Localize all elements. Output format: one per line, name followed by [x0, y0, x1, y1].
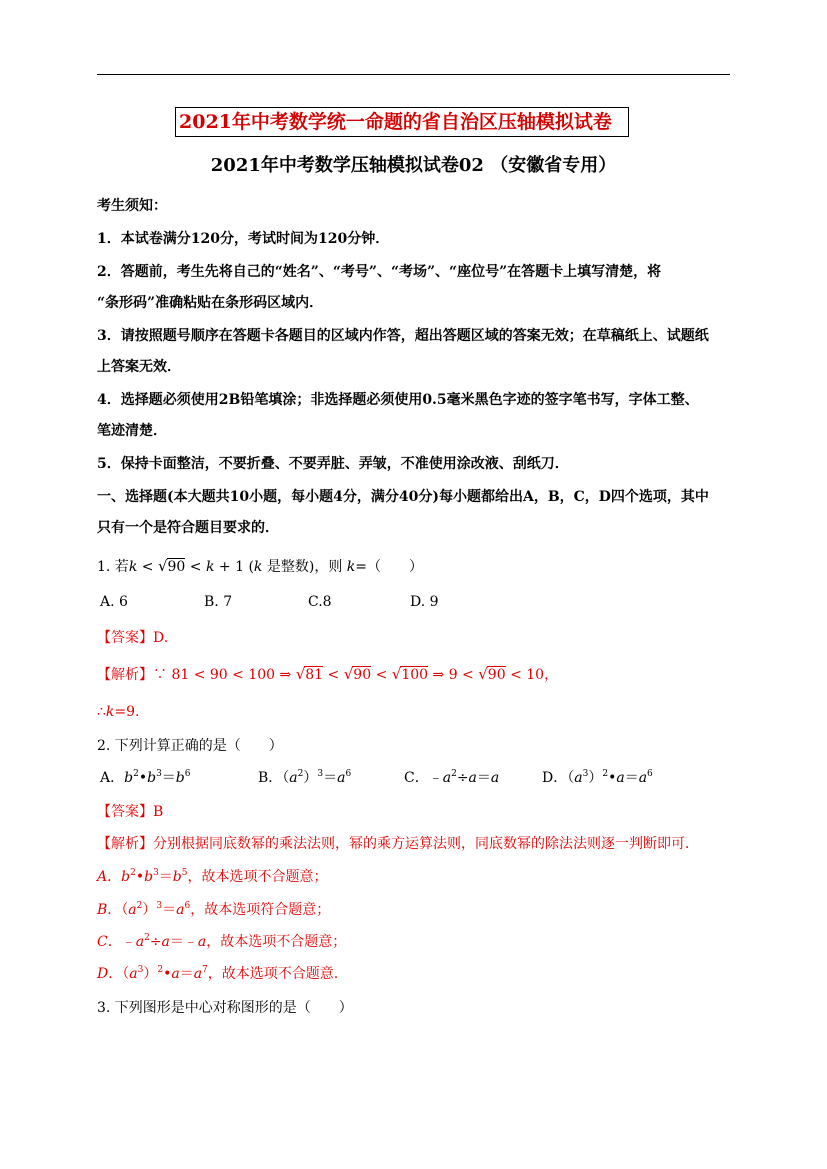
q1-conclusion: ∴k=9. — [97, 704, 140, 720]
section-1-heading: 一、选择题(本大题共10小题，每小题4分，满分40分)每小题都给出A，B，C，D四个选项，其中 — [97, 489, 709, 505]
q1-option-a: A. 6 — [100, 594, 128, 610]
notice-item-4a: 4．选择题必须使用2B铅笔填涂；非选择题必须使用0.5毫米黑色字迹的签字笔书写，字体工整、 — [97, 392, 699, 408]
question-3-stem: 3. 下列图形是中心对称图形的是（ ） — [97, 1000, 353, 1016]
q2-analysis-a: A．$b^2•b^3=b^5$，故本选项不合题意； — [97, 868, 328, 885]
section-1-heading-cont: 只有一个是符合题目要求的． — [97, 520, 279, 536]
notice-item-2b: “条形码”准确粘贴在条形码区域内． — [97, 295, 324, 311]
notice-item-1: 1．本试卷满分120分，考试时间为120分钟． — [97, 231, 390, 247]
question-1-stem: 1. 若k < √90 < k + 1 (k 是整数)，则 k=（ ） — [97, 557, 423, 575]
notice-item-3b: 上答案无效． — [97, 359, 181, 375]
header-rule — [97, 74, 730, 75]
q2-option-b: B．$(a^2)^3=a^6$ — [258, 769, 352, 786]
q1-option-d: D. 9 — [410, 594, 439, 610]
notice-item-5: 5．保持卡面整洁，不要折叠、不要弄脏、弄皱，不准使用涂改液、刮纸刀． — [97, 456, 569, 472]
notice-item-2a: 2．答题前，考生先将自己的“姓名”、“考号”、“考场”、“座位号”在答题卡上填写清楚，将 — [97, 264, 662, 280]
q2-analysis-c: C．$﹣a^2\div a=﹣a$，故本选项不合题意； — [97, 933, 347, 950]
q2-option-c: C．$﹣a^2\div a=a$ — [404, 769, 500, 786]
q1-option-c: C.8 — [308, 594, 332, 610]
q1-explanation: 【解析】∵ 81 < 90 < 100 ⇒ √81 < √90 < √100 ⇒ 9 < √90 < 10， — [97, 665, 559, 683]
q2-option-a: A．$b^2•b^3=b^6$ — [100, 769, 191, 786]
q2-explanation: 【解析】分别根据同底数幂的乘法法则，幂的乘方运算法则，同底数幂的除法法则逐一判断即可． — [97, 836, 699, 852]
q2-analysis-d: D．$(a^3)^2•a=a^7$，故本选项不合题意. — [97, 965, 339, 982]
sqrt-90: 90 — [167, 559, 186, 575]
notice-item-3a: 3．请按照题号顺序在答题卡各题目的区域内作答，超出答题区域的答案无效；在草稿纸上、试题纸 — [97, 328, 709, 344]
q2-answer: 【答案】B — [97, 804, 164, 820]
q2-option-d: D．$(a^3)^2•a=a^6$ — [542, 769, 653, 786]
question-2-stem: 2. 下列计算正确的是（ ） — [97, 738, 283, 754]
notice-heading: 考生须知： — [97, 198, 167, 214]
q1-option-b: B. 7 — [204, 594, 233, 610]
q2-analysis-b: B．$(a^2)^3=a^6$，故本选项符合题意； — [97, 901, 331, 918]
q1-answer: 【答案】D. — [97, 630, 169, 646]
series-banner: 2021年中考数学统一命题的省自治区压轴模拟试卷 — [175, 107, 629, 137]
notice-item-4b: 笔迹清楚． — [97, 423, 167, 439]
paper-title: 2021年中考数学压轴模拟试卷02 （安徽省专用） — [210, 155, 617, 176]
